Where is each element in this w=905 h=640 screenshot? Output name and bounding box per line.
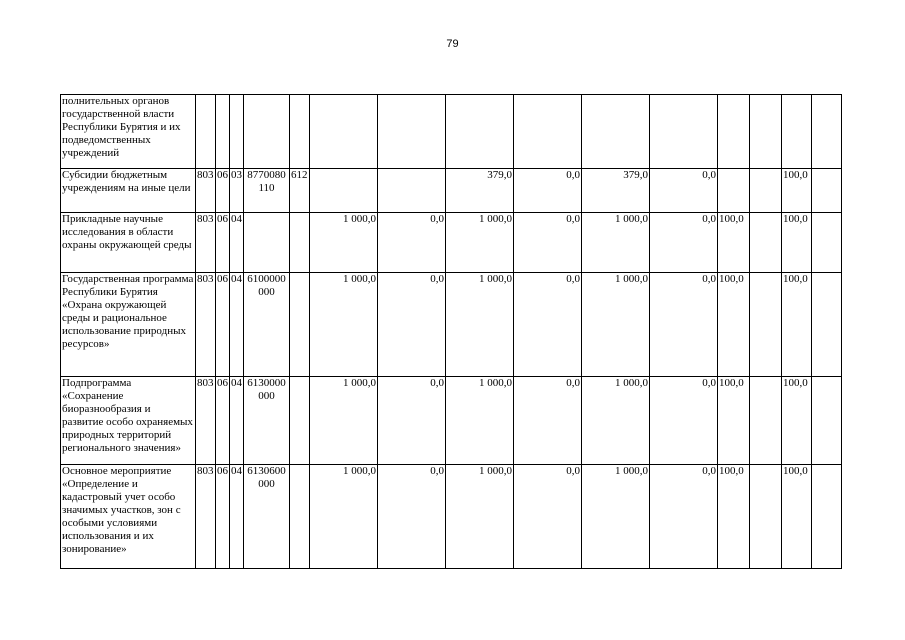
- expense-type-cell: [290, 465, 310, 569]
- amount-cell-2: [378, 95, 446, 169]
- target-article-cell: 8770080110: [244, 169, 290, 213]
- percent-cell-1: [718, 169, 750, 213]
- amount-cell-5: [582, 95, 650, 169]
- percent-cell-4: [812, 169, 842, 213]
- percent-cell-3: 100,0: [782, 465, 812, 569]
- amount-cell-6: 0,0: [650, 273, 718, 377]
- percent-cell-1: 100,0: [718, 377, 750, 465]
- percent-cell-2: [750, 377, 782, 465]
- amount-cell-4: 0,0: [514, 169, 582, 213]
- amount-cell-2: 0,0: [378, 273, 446, 377]
- percent-cell-1: 100,0: [718, 465, 750, 569]
- expense-type-cell: [290, 377, 310, 465]
- podrazdel-cell: 04: [230, 377, 244, 465]
- percent-cell-2: [750, 273, 782, 377]
- podrazdel-cell: 03: [230, 169, 244, 213]
- amount-cell-3: 379,0: [446, 169, 514, 213]
- amount-cell-3: 1 000,0: [446, 377, 514, 465]
- amount-cell-3: 1 000,0: [446, 273, 514, 377]
- podrazdel-cell: 04: [230, 273, 244, 377]
- amount-cell-1: [310, 169, 378, 213]
- amount-cell-1: [310, 95, 378, 169]
- percent-cell-2: [750, 213, 782, 273]
- expense-type-cell: 612: [290, 169, 310, 213]
- table-row: [61, 465, 842, 569]
- amount-cell-2: 0,0: [378, 465, 446, 569]
- razdel-cell: 06: [216, 465, 230, 569]
- percent-cell-4: [812, 465, 842, 569]
- percent-cell-3: 100,0: [782, 273, 812, 377]
- amount-cell-3: 1 000,0: [446, 213, 514, 273]
- budget-table: [60, 94, 842, 569]
- amount-cell-4: 0,0: [514, 213, 582, 273]
- percent-cell-4: [812, 377, 842, 465]
- amount-cell-5: 1 000,0: [582, 465, 650, 569]
- amount-cell-2: 0,0: [378, 213, 446, 273]
- amount-cell-4: [514, 95, 582, 169]
- row-name-cell: Основное мероприятие «Определение и кадастровый учет особо значимых участков, зон с особыми условиями использования и их зонирование»: [61, 465, 196, 569]
- amount-cell-5: 1 000,0: [582, 377, 650, 465]
- percent-cell-3: 100,0: [782, 213, 812, 273]
- row-name-cell: Подпрограмма «Сохранение биоразнообразия и развитие особо охраняемых природных территорий регионального значения»: [61, 377, 196, 465]
- razdel-cell: 06: [216, 377, 230, 465]
- table-row: [61, 377, 842, 465]
- amount-cell-5: 1 000,0: [582, 213, 650, 273]
- row-name-cell: Государственная программа Республики Бурятия «Охрана окружающей среды и рациональное использование природных ресурсов»: [61, 273, 196, 377]
- amount-cell-2: [378, 169, 446, 213]
- expense-type-cell: [290, 95, 310, 169]
- percent-cell-1: 100,0: [718, 213, 750, 273]
- podrazdel-cell: 04: [230, 465, 244, 569]
- percent-cell-2: [750, 465, 782, 569]
- amount-cell-6: 0,0: [650, 377, 718, 465]
- grbs-code-cell: 803: [196, 273, 216, 377]
- percent-cell-4: [812, 273, 842, 377]
- amount-cell-3: [446, 95, 514, 169]
- target-article-cell: [244, 95, 290, 169]
- amount-cell-1: 1 000,0: [310, 213, 378, 273]
- table-row: [61, 213, 842, 273]
- razdel-cell: 06: [216, 169, 230, 213]
- amount-cell-2: 0,0: [378, 377, 446, 465]
- target-article-cell: 6100000000: [244, 273, 290, 377]
- percent-cell-2: [750, 95, 782, 169]
- grbs-code-cell: 803: [196, 465, 216, 569]
- grbs-code-cell: [196, 95, 216, 169]
- amount-cell-1: 1 000,0: [310, 377, 378, 465]
- amount-cell-4: 0,0: [514, 377, 582, 465]
- amount-cell-6: 0,0: [650, 169, 718, 213]
- amount-cell-6: 0,0: [650, 213, 718, 273]
- row-name-cell: полнительных органов государственной власти Республики Бурятия и их подведомственных учреждений: [61, 95, 196, 169]
- amount-cell-1: 1 000,0: [310, 465, 378, 569]
- percent-cell-3: 100,0: [782, 377, 812, 465]
- razdel-cell: 06: [216, 213, 230, 273]
- row-name-cell: Прикладные научные исследования в области охраны окружающей среды: [61, 213, 196, 273]
- percent-cell-2: [750, 169, 782, 213]
- amount-cell-4: 0,0: [514, 273, 582, 377]
- grbs-code-cell: 803: [196, 169, 216, 213]
- row-name-cell: Субсидии бюджетным учреждениям на иные цели: [61, 169, 196, 213]
- table-row: [61, 273, 842, 377]
- amount-cell-3: 1 000,0: [446, 465, 514, 569]
- amount-cell-5: 379,0: [582, 169, 650, 213]
- table-row: [61, 95, 842, 169]
- grbs-code-cell: 803: [196, 213, 216, 273]
- table-row: [61, 169, 842, 213]
- page-number: 79: [446, 38, 459, 50]
- percent-cell-1: [718, 95, 750, 169]
- percent-cell-1: 100,0: [718, 273, 750, 377]
- amount-cell-1: 1 000,0: [310, 273, 378, 377]
- percent-cell-3: [782, 95, 812, 169]
- expense-type-cell: [290, 213, 310, 273]
- amount-cell-6: 0,0: [650, 465, 718, 569]
- percent-cell-4: [812, 95, 842, 169]
- grbs-code-cell: 803: [196, 377, 216, 465]
- podrazdel-cell: 04: [230, 213, 244, 273]
- target-article-cell: [244, 213, 290, 273]
- podrazdel-cell: [230, 95, 244, 169]
- target-article-cell: 6130600000: [244, 465, 290, 569]
- amount-cell-6: [650, 95, 718, 169]
- target-article-cell: 6130000000: [244, 377, 290, 465]
- percent-cell-4: [812, 213, 842, 273]
- amount-cell-5: 1 000,0: [582, 273, 650, 377]
- razdel-cell: [216, 95, 230, 169]
- percent-cell-3: 100,0: [782, 169, 812, 213]
- razdel-cell: 06: [216, 273, 230, 377]
- amount-cell-4: 0,0: [514, 465, 582, 569]
- expense-type-cell: [290, 273, 310, 377]
